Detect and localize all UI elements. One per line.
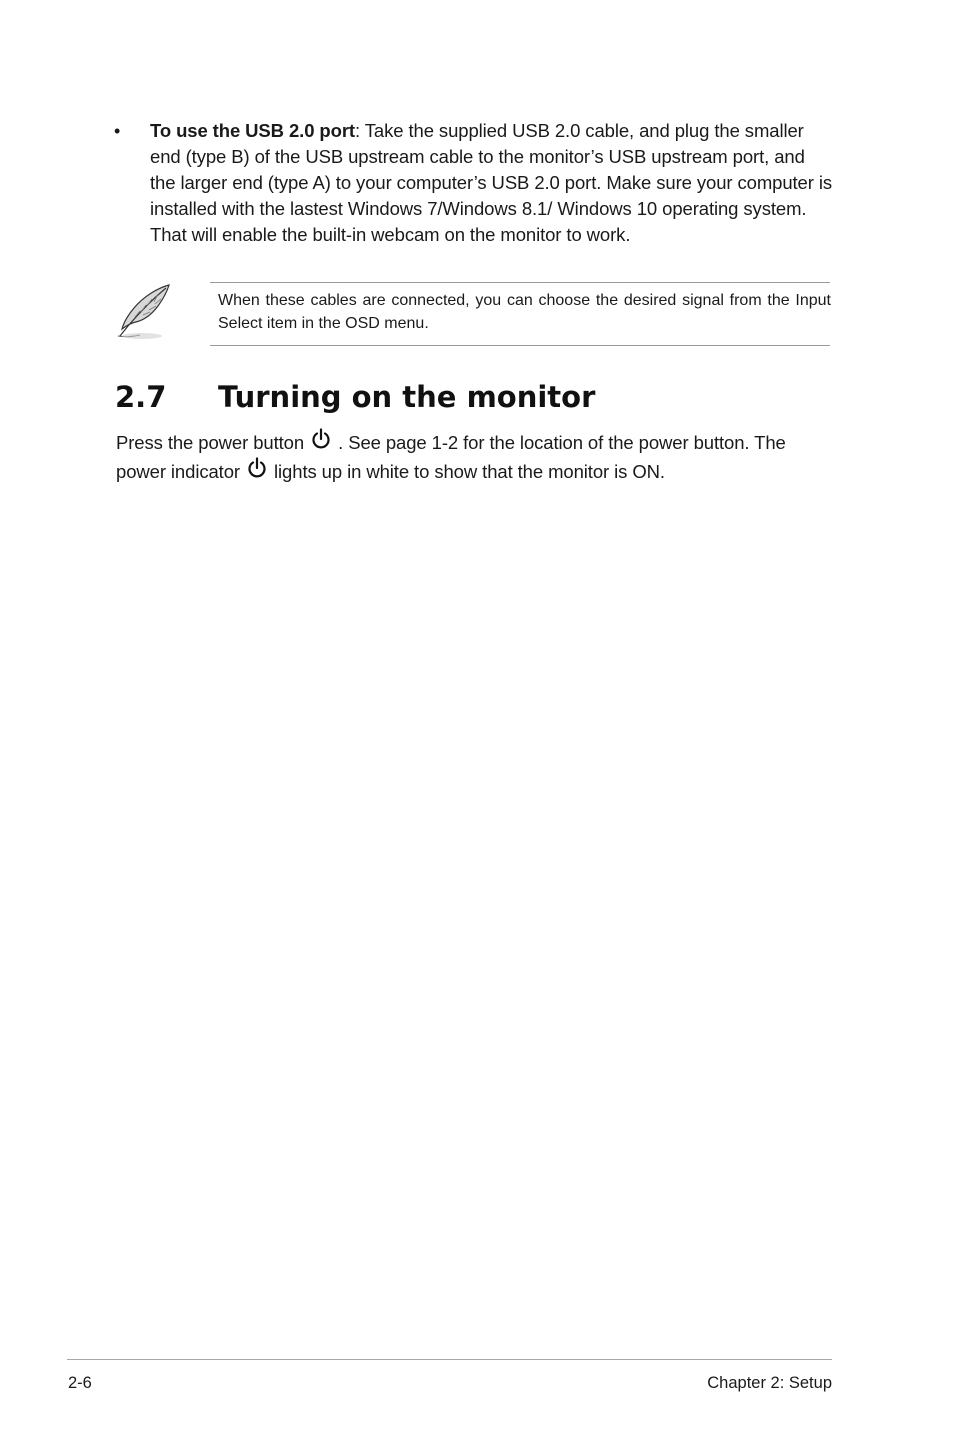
section-title: Turning on the monitor — [218, 380, 596, 414]
note-text: When these cables are connected, you can choose the desired signal from the Input Select item in the OSD menu. — [218, 292, 831, 332]
power-button-icon — [311, 428, 331, 450]
note-bottom-rule — [210, 345, 830, 346]
body-text-3: lights up in white to show that the monitor is ON. — [269, 461, 665, 482]
power-indicator-icon — [247, 457, 267, 479]
power-on-paragraph — [116, 428, 834, 486]
note-box — [112, 282, 832, 348]
chapter-label: Chapter 2: Setup — [707, 1374, 832, 1392]
page-number: 2-6 — [68, 1374, 92, 1392]
body-text-1: Press the power button — [116, 432, 310, 453]
bullet-bold-lead: To use the USB 2.0 port — [150, 120, 355, 141]
bullet-text — [150, 118, 834, 248]
bullet-body: : Take the supplied USB 2.0 cable, and plug the smaller end (type B) of the USB upstream cable to the monitor’s USB upstream port, and the larger end (type A) to your computer’s USB 2.0 port. Make sure your computer is installed with the lastest Windows 7/Windows 8.1/ Windows 10 operating system. That will enable the built-in webcam on the monitor to work. — [150, 120, 833, 245]
body-text-2: . See page 1-2 for the location of the power button. The power indicator — [116, 432, 786, 482]
bullet-marker: • — [114, 121, 121, 141]
footer-rule — [67, 1359, 832, 1360]
note-top-rule — [210, 282, 830, 283]
section-number: 2.7 — [115, 380, 167, 414]
feather-pen-icon — [114, 282, 174, 340]
section-heading — [115, 377, 835, 417]
